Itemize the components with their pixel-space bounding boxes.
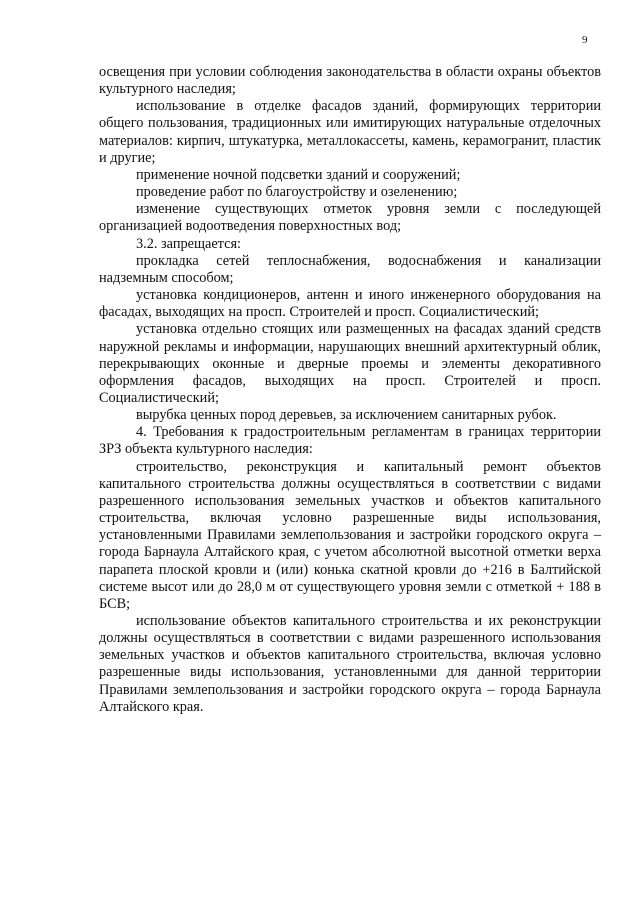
paragraph-air-conditioners: установка кондиционеров, антенн и иного инженерного оборудования на фасадах, выходящих на просп. Строителей и просп. Социалистический;: [99, 287, 601, 321]
paragraph-usage: использование объектов капитального строительства и их реконструкции должны осуществляться в соответствии с видами разрешенного использования земельных участков и объектов капитального строительства, включая условно разрешенные виды использования, установленными для данной территории Правилами землепользования и застройки городского округа – города Барнаула Алтайского края.: [99, 613, 601, 715]
paragraph-ground-level: изменение существующих отметок уровня земли с последующей организацией водоотведения поверхностных вод;: [99, 201, 601, 235]
paragraph-utility-networks: прокладка сетей теплоснабжения, водоснабжения и канализации надземным способом;: [99, 252, 601, 286]
paragraph-facade-materials: использование в отделке фасадов зданий, формирующих территории общего пользования, традиционных или имитирующих натуральные отделочных материалов: кирпич, штукатурка, металлокассеты, камень, керамогранит, пластик и другие;: [99, 98, 601, 166]
paragraph-lighting-continuation: освещения при условии соблюдения законодательства в области охраны объектов культурного наследия;: [99, 64, 601, 98]
paragraph-advertising: установка отдельно стоящих или размещенных на фасадах зданий средств наружной рекламы и информации, нарушающих внешний архитектурный облик, перекрывающих оконные и дверные проемы и элементы декоративного оформления фасадов, выходящих на просп. Строителей и просп. Социалистический;: [99, 321, 601, 406]
section-heading-regulations: 4. Требования к градостроительным регламентам в границах территории ЗРЗ объекта культурного наследия:: [99, 424, 601, 458]
document-body: [99, 64, 601, 716]
paragraph-tree-felling: вырубка ценных пород деревьев, за исключением санитарных рубок.: [136, 407, 557, 424]
paragraph-landscaping: проведение работ по благоустройству и озеленению;: [136, 184, 458, 201]
section-heading-prohibited: 3.2. запрещается:: [136, 235, 241, 252]
paragraph-night-lighting: применение ночной подсветки зданий и сооружений;: [136, 166, 461, 183]
paragraph-construction: строительство, реконструкция и капитальный ремонт объектов капитального строительства должны осуществляться в соответствии с видами разрешенного использования земельных участков и объектов капитального строительства, включая условно разрешенные виды использования, установленными Правилами землепользования и застройки городского округа – города Барнаула Алтайского края, с учетом абсолютной высотной отметки верха парапета плоской кровли и (или) конька скатной кровли до +216 в Балтийской системе высот или до 28,0 м от существующего уровня земли с отметкой + 188 в БСВ;: [99, 458, 601, 612]
page-number: 9: [582, 34, 588, 46]
